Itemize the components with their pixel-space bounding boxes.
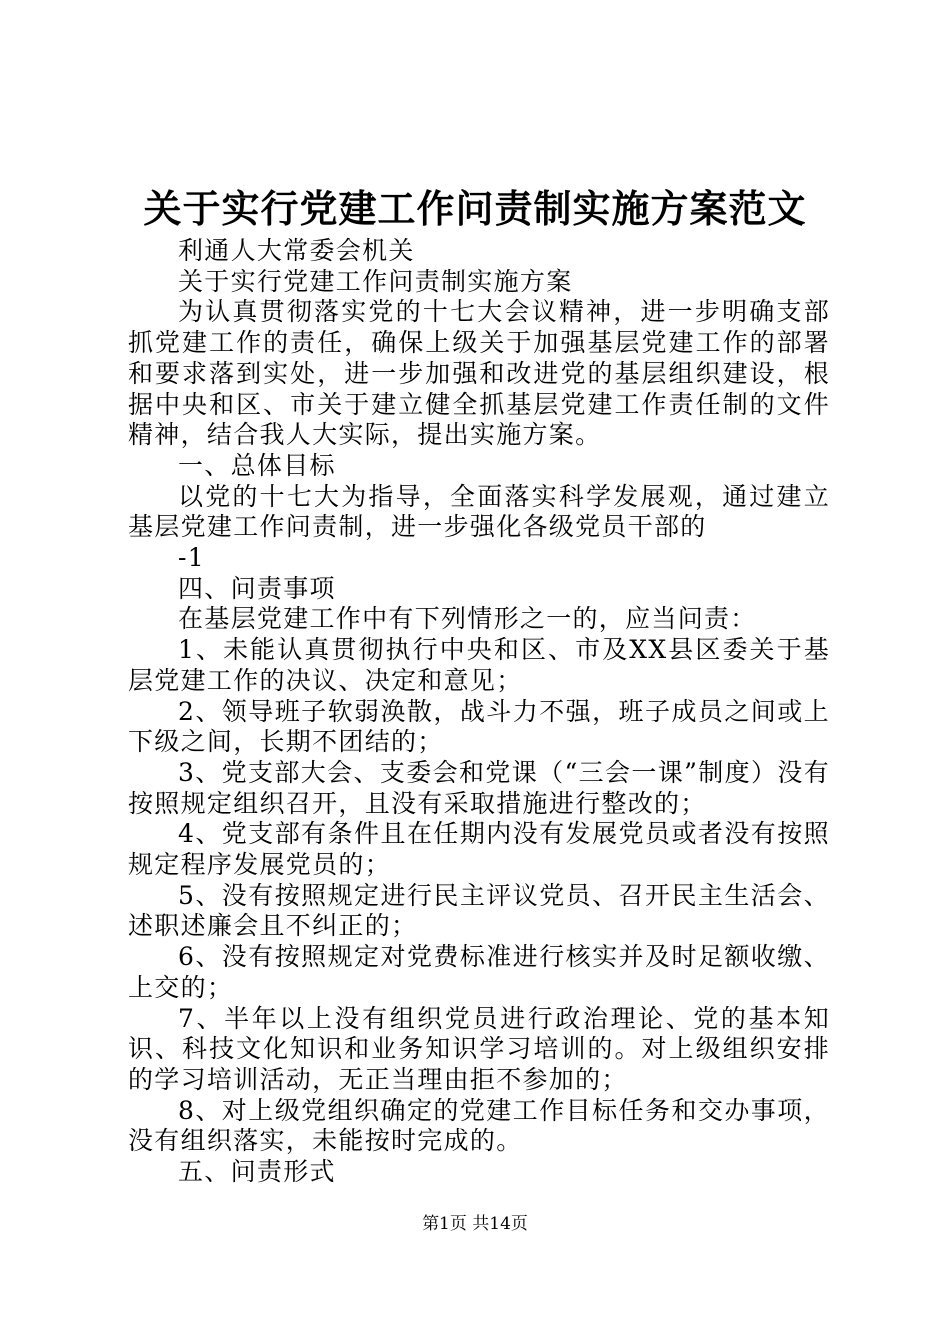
- heading-section-5: 五、问责形式: [178, 1157, 336, 1187]
- list-item-4: 4、党支部有条件且在任期内没有发展党员或者没有按照规定程序发展党员的；: [128, 819, 830, 880]
- list-item-6: 6、没有按照规定对党费标准进行核实并及时足额收缴、上交的；: [128, 942, 830, 1002]
- paragraph-section-4-intro: 在基层党建工作中有下列情形之一的，应当问责：: [178, 604, 757, 634]
- heading-section-1: 一、总体目标: [178, 450, 336, 480]
- page-break-marker: -1: [178, 543, 205, 573]
- paragraph-organization: 利通人大常委会机关: [178, 236, 415, 265]
- document-body: [128, 236, 830, 1188]
- heading-section-4: 四、问责事项: [178, 573, 336, 603]
- list-item-5: 5、没有按照规定进行民主评议党员、召开民主生活会、述职述廉会且不纠正的；: [128, 880, 830, 941]
- list-item-7: 7、半年以上没有组织党员进行政治理论、党的基本知识、科技文化知识和业务知识学习培训的。对上级组织安排的学习培训活动，无正当理由拒不参加的；: [128, 1003, 830, 1094]
- paragraph-section-1: 以党的十七大为指导，全面落实科学发展观，通过建立基层党建工作问责制，进一步强化各级党员干部的: [128, 481, 830, 542]
- list-item-2: 2、领导班子软弱涣散，战斗力不强，班子成员之间或上下级之间，长期不团结的；: [128, 696, 830, 757]
- paragraph-subtitle: 关于实行党建工作问责制实施方案: [178, 266, 573, 296]
- document-title: 关于实行党建工作问责制实施方案范文: [143, 186, 807, 231]
- list-item-8: 8、对上级党组织确定的党建工作目标任务和交办事项，没有组织落实，未能按时完成的。: [128, 1095, 830, 1156]
- list-item-1: 1、未能认真贯彻执行中央和区、市及XX县区委关于基层党建工作的决议、决定和意见；: [128, 635, 830, 695]
- list-item-3: 3、党支部大会、支委会和党课（“三会一课”制度）没有按照规定组织召开，且没有采取措施进行整改的；: [128, 757, 830, 818]
- paragraph-intro: 为认真贯彻落实党的十七大会议精神，进一步明确支部抓党建工作的责任，确保上级关于加强基层党建工作的部署和要求落到实处，进一步加强和改进党的基层组织建设，根据中央和区、市关于建立健全抓基层党建工作责任制的文件精神，结合我人大实际，提出实施方案。: [128, 297, 830, 450]
- page-footer: 第1页 共14页: [422, 1214, 528, 1234]
